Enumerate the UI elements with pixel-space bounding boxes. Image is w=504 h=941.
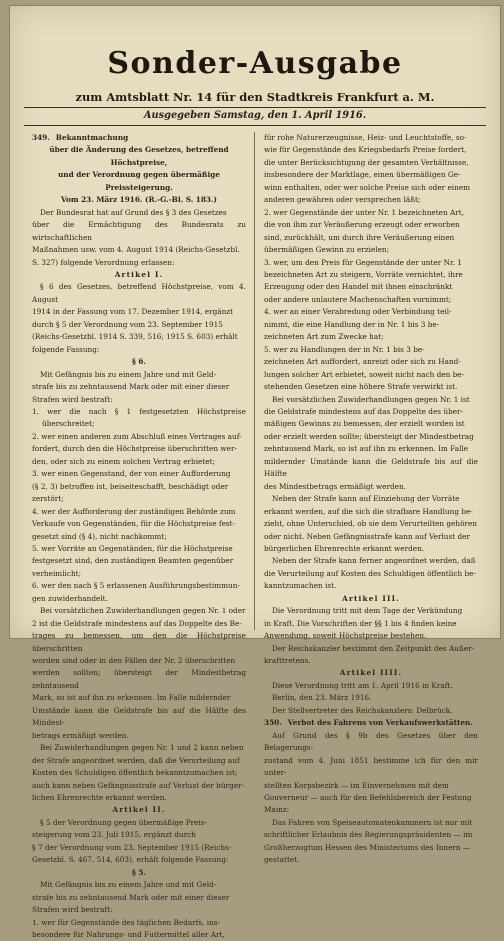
text-line: oder nicht. Neben Gefängnisstrafe kann auf Verlust der [264,531,470,541]
text-line: lichen Ehrenrechte erkannt werden. [32,793,167,803]
enumerated-line: 5. wer zu Handlungen der in Nr. 1 bis 3 be- [264,344,425,354]
enumerated-line: 2. wer Gegenstände der unter Nr. 1 bezeichneten Art, [264,207,465,217]
text-line: strafe bis zu zehntausend Mark oder mit einer dieser [32,382,230,392]
text-line: für rohe Naturerzeugnisse, Heiz- und Leuchtstoffe, so- [264,133,467,142]
text-line: zustand vom 4. Juni 1851 bestimme ich für den mir unter- [264,755,478,778]
text-line: die von ihm zur Veräußerung erzeugt oder erworben [264,220,460,230]
paragraph-line: Neben der Strafe kann ferner angeordnet werden, daß [272,556,476,566]
article-heading: Artikel II. [112,805,166,815]
notice-heading [32,132,246,144]
text-line: lungen solcher Art erbietet, soweit nicht nach den be- [264,369,465,379]
text-line: den, oder sich zu einem solchen Vertrag erbietet; [32,456,216,466]
masthead-rule-bottom [24,125,486,126]
enumerated-line: 3. wer einen Gegenstand, der von einer Aufforderung [32,469,231,479]
notice-number: 349. [32,133,50,142]
issue-date: Ausgegeben Samstag, den 1. April 1916. [143,110,367,121]
text-line: zerstört; [32,494,64,504]
right-column [264,132,478,867]
left-column [32,132,246,941]
text-line: Gesetzbl. S. 467, 514, 603), erhält folgende Fassung: [32,855,229,865]
paragraph-line: Mit Gefängnis bis zu einem Jahre und mit Geld- [40,880,217,890]
text-line: schriftlicher Erlaubnis des Regierungspräsidenten — im [264,830,473,840]
notice-number: 350. [264,718,282,728]
text-line: insbesondere der Marktlage, einen übermäßigen Ge- [264,170,461,180]
text-line: durch § 5 der Verordnung vom 23. September 1915 [32,319,223,329]
text-line: übermäßigen Gewinn zu erzielen; [264,245,390,255]
text-line: Mark, so ist auf ihn zu erkennen. Im Falle mildernder [32,693,231,703]
text-line: mildernder Umstände kann die Geldstrafe bis auf die Hälfte [264,456,478,479]
text-line: der Strafe angeordnet werden, daß die Verurteilung auf [32,755,240,765]
centered-line: und der Verordnung gegen übermäßige Preissteigerung. [58,170,220,192]
text-line: gesetzt sind (§ 4), nicht nachkommt; [32,531,167,541]
paragraph-line: Neben der Strafe kann auf Einziehung der Vorräte [272,494,460,504]
text-line: Mainz: [264,805,290,815]
text-line: 1914 in der Fassung vom 17. Dezember 1914, ergänzt [32,307,234,317]
text-line: § 7 der Verordnung vom 23. September 1915 (Reichs- [32,842,232,852]
text-line: gestattet. [264,855,300,865]
notice-heading [264,717,478,729]
notice-title: Bekanntmachung [55,133,129,142]
enumerated-line: 1. wer die nach § 1 festgesetzten Höchstpreise überschreitet; [32,406,246,429]
text-line: stehenden Gesetzen eine höhere Strafe verwirkt ist. [264,382,458,392]
notice-title: Verbot des Fahrens von Verkaufswerkstätten. [287,718,473,728]
text-line: festgesetzt sind, den zuständigen Beamten gegenüber [32,556,234,566]
paragraph-line: Bei vorsätzlichen Zuwiderhandlungen gegen Nr. 1 ist [272,394,470,404]
text-line: Verkaufe von Gegenständen, für die Höchstpreise fest- [32,519,236,529]
centered-line: § 5. [132,867,146,877]
text-line: nimmt, die eine Handlung der in Nr. 1 bis 3 be- [264,319,440,329]
text-line: Anwendung, soweit Höchstpreise bestehen. [264,631,427,641]
text-line: Strafen wird bestraft: [32,905,113,915]
text-line: des Mindestbetrags ermäßigt werden. [264,481,406,491]
text-line: die Verurteilung auf Kosten des Schuldigen öffentlich be- [264,568,476,578]
text-line: Umstände kann die Geldstrafe bis auf die Hälfte des Mindest- [32,705,246,728]
text-line: 2 ist die Geldstrafe mindestens auf das Doppelte des Be- [32,618,242,628]
text-line: die Geldstrafe mindestens auf das Doppelte des über- [264,406,464,416]
text-line: zeichneten Art auffordert, anreizt oder sich zu Hand- [264,357,461,367]
text-line: S. 327) folgende Verordnung erlassen: [32,257,175,267]
article-heading: Artikel III. [342,593,400,603]
centered-line: über die Änderung des Gesetzes, betreffend Höchstpreise, [49,145,229,167]
paragraph-line: Auf Grund des § 9b des Gesetzes über den Belagerungs- [264,730,478,753]
text-line: Kosten des Schuldigen öffentlich bekanntzumachen ist; [32,768,238,778]
masthead-title: Sonder-Ausgabe [107,46,403,81]
paragraph-line: Bei Zuwiderhandlungen gegen Nr. 1 und 2 kann neben [40,743,244,753]
text-line: besondere für Nahrungs- und Futtermittel aller Art, [32,930,225,939]
enumerated-line: 5. wer Vorräte an Gegenständen, für die Höchstpreise [32,543,233,553]
text-line: (Reichs-Gesetzbl. 1914 S. 339, 516; 1915 S. 603) erhält [32,332,238,342]
text-line: wie für Gegenstände des Kriegsbedarfs Preise fordert, [264,145,467,155]
text-line: kanntzumachen ist. [264,581,337,591]
text-line: oder andere unlautere Machenschaften vornimmt; [264,294,452,304]
masthead-rule-top [24,107,486,108]
text-line: Gouverneur — auch für den Befehlsbereich der Festung [264,793,472,803]
text-line: Großherzogtum Hessen des Ministeriums des Innern — [264,842,471,852]
paragraph-line: § 6 des Gesetzes, betreffend Höchstpreise, vom 4. August [32,282,246,304]
text-line: gen zuwiderhandelt. [32,593,108,603]
article-heading: Artikel IIII. [339,668,403,678]
enumerated-line: 1. wer für Gegenstände des täglichen Bedarfs, ins- [32,917,221,927]
text-line: worden sind oder in den Fällen der Nr. 2 überschritten [32,656,236,666]
enumerated-line: 3. wer, um den Preis für Gegenstände der unter Nr. 1 [264,257,462,267]
column-divider [254,132,255,630]
text-line: bürgerlichen Ehrenrechte erkannt werden. [264,543,425,553]
text-line: zeichneten Art zum Zwecke hat; [264,332,384,342]
text-line: folgende Fassung: [32,344,100,354]
text-line: erkannt werden, auf die sich die strafbare Handlung be- [264,506,473,516]
document-page [10,6,500,939]
text-line: auch kann neben Gefängnisstrafe auf Verlust der bürger- [32,780,244,790]
paragraph-line: Berlin, den 23. März 1916. [272,693,372,703]
text-line: anderen gewähren oder versprechen läßt; [264,195,421,205]
text-line: zehntausend Mark, so ist auf ihn zu erkennen. Im Falle [264,444,469,454]
text-line: sind, zurückhält, um durch ihre Veräußerung einen [264,232,455,242]
text-line: fordert, durch den die Höchstpreise überschritten wer- [32,444,237,454]
text-line: Erzeugung oder den Handel mit ihnen einschränkt [264,282,453,292]
paragraph-line: Der Stellvertreter des Reichskanzlers: Delbrück. [272,705,453,715]
enumerated-line: 6. wer den nach § 5 erlassenen Ausführungsbestimmun- [32,581,240,591]
centered-line: Vom 23. März 1916. (R.-G.-Bl. S. 183.) [60,195,218,205]
text-line: bezeichneten Art zu steigern, Vorräte vernichtet, ihre [264,269,463,279]
text-line: stellten Korpsbezirk — im Einvernehmen mit dem [264,780,449,790]
centered-line: § 6. [132,357,146,367]
paragraph-line: Das Fahren von Speiseautomatenkammern ist nur mit [272,817,473,827]
text-line: oder erzielt werden sollte; übersteigt der Mindestbetrag [264,431,474,441]
text-line: (§ 2, 3) betroffen ist, beiseiteschafft, beschädigt oder [32,481,229,491]
text-line: werden sollten; übersteigt der Mindestbetrag zehntausend [32,668,246,690]
enumerated-line: 4. wer an einer Verabredung oder Verbindung teil- [264,307,452,317]
text-line: die unter Berücksichtigung der gesamten Verhältnisse, [264,157,469,167]
paragraph-line: Bei vorsätzlichen Zuwiderhandlungen gegen Nr. 1 oder [40,606,246,616]
enumerated-line: 2. wer einen anderen zum Abschluß eines Vertrages auf- [32,431,242,441]
paragraph-line: Die Verordnung tritt mit dem Tage der Verkündung [272,606,463,616]
text-line: über die Ermächtigung des Bundesrats zu wirtschaftlichen [32,220,246,242]
text-line: zieht, ohne Unterschied, ob sie dem Verurteilten gehören [264,519,477,529]
text-line: betrags ermäßigt werden. [32,730,129,740]
text-line: trages zu bemessen, um den die Höchstpreise überschritten [32,631,246,653]
text-line: krafttretens. [264,656,311,666]
text-line: in Kraft. Die Vorschriften der §§ 1 bis 4 finden keine [264,618,457,628]
paragraph-line: Der Reichskanzler bestimmt den Zeitpunkt des Außer- [272,643,475,653]
article-heading: Artikel I. [114,269,164,279]
paragraph-line: Der Bundesrat hat auf Grund des § 3 des Gesetzes [40,207,227,217]
text-line: Maßnahmen usw. vom 4. August 1914 (Reichs-Gesetzbl. [32,245,240,255]
paragraph-line: Mit Gefängnis bis zu einem Jahre und mit Geld- [40,369,217,379]
text-line: verheimlicht; [32,568,82,578]
text-line: steigerung vom 23. Juli 1915, ergänzt durch [32,830,196,840]
paragraph-line: § 5 der Verordnung gegen übermäßige Preis- [40,817,207,827]
text-line: strafe bis zu zehntausend Mark oder mit einer dieser [32,892,230,902]
text-line: Strafen wird bestraft: [32,394,113,404]
enumerated-line: 4. wer der Aufforderung der zuständigen Behörde zum [32,506,236,516]
text-line: winn enthalten, oder wer solche Preise sich oder einem [264,182,471,192]
masthead-subtitle: zum Amtsblatt Nr. 14 für den Stadtkreis Frankfurt a. M. [75,90,435,104]
paragraph-line: Diese Verordnung tritt am 1. April 1916 in Kraft. [272,680,453,690]
text-line: mäßigen Gewinns zu bemessen, der erzielt worden ist [264,419,465,429]
